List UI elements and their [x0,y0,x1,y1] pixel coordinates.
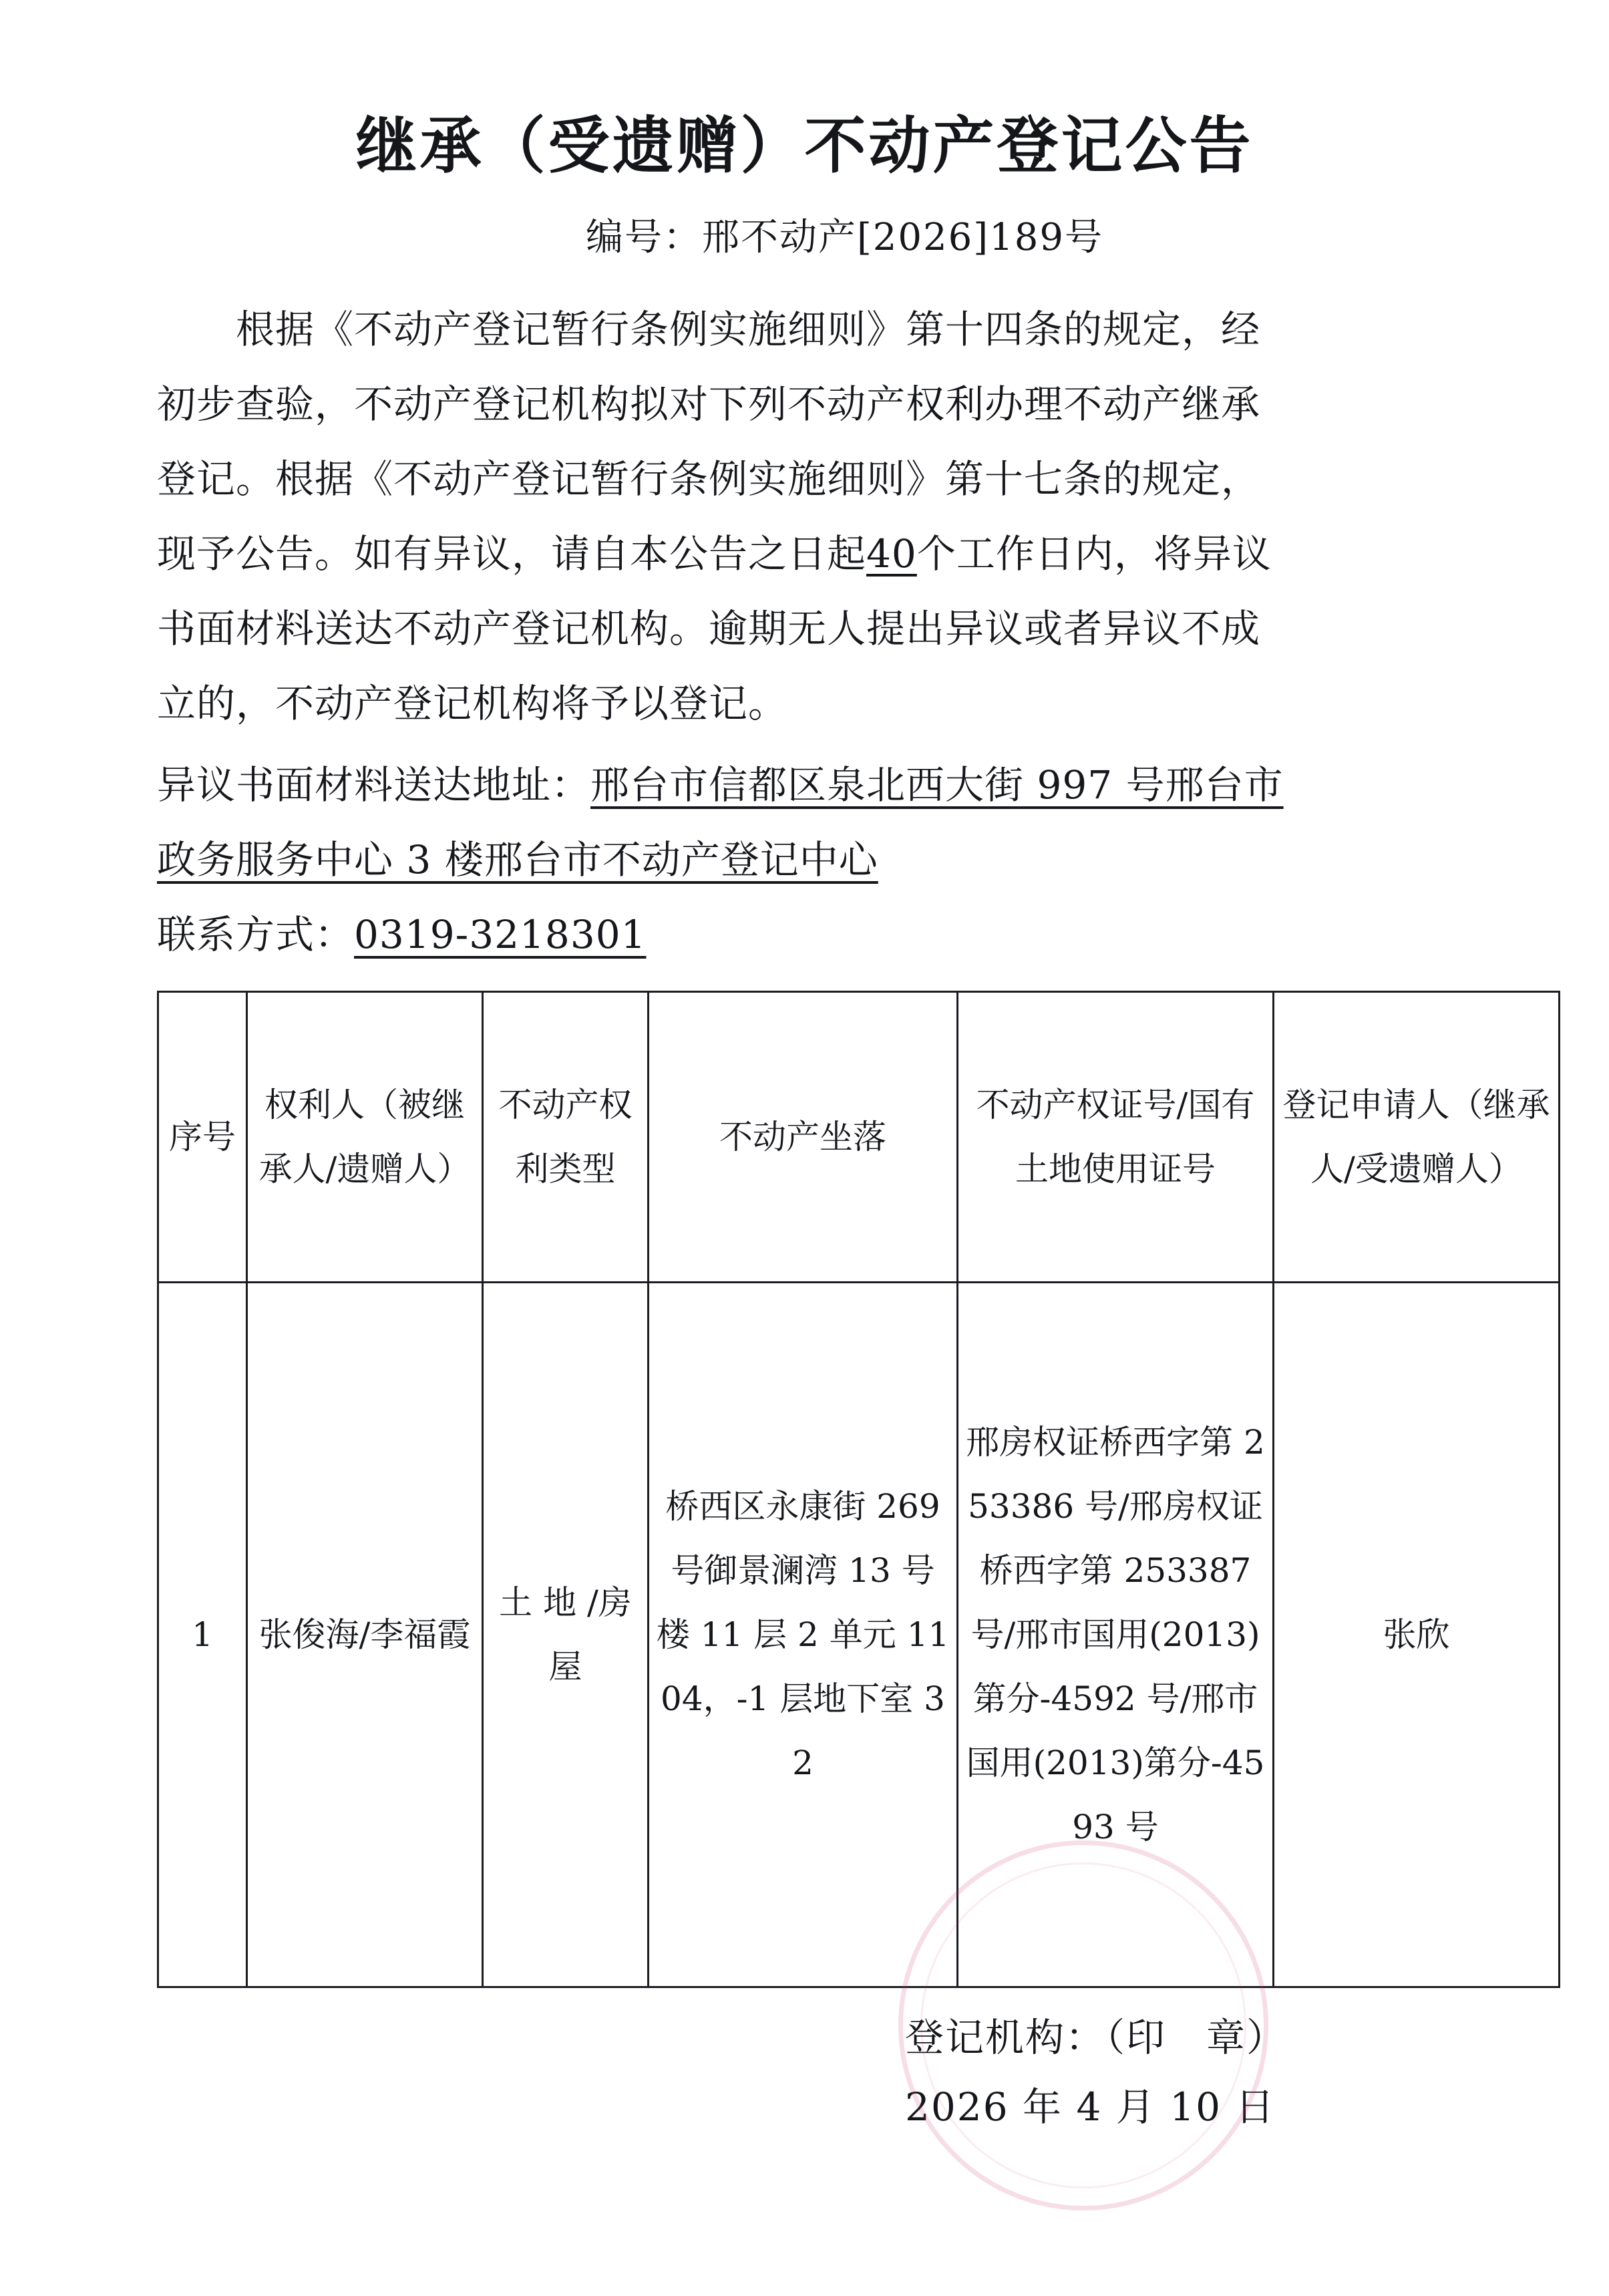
phone-value: 0319-3218301 [354,912,647,958]
cell-owner: 张俊海/李福霞 [247,1283,483,1987]
address-label: 异议书面材料送达地址： [157,762,591,808]
announcement-body [0,261,1609,741]
body-line-4a: 现予公告。如有异议，请自本公告之日起 [157,531,867,577]
body-line-4b: 个工作日内，将异议 [916,531,1272,577]
header-property-type: 不动产权利类型 [483,992,649,1283]
table-row [158,1283,1560,1987]
objection-days-value: 40 [866,531,917,577]
registration-table [157,991,1560,1988]
document-number: 编号：邢不动产[2026]189号 [585,216,1104,260]
cell-applicant: 张欣 [1274,1283,1560,1987]
registration-agency: 登记机构：（印 章） [905,2015,1287,2061]
body-line-5: 书面材料送达不动产登记机构。逾期无人提出异议或者异议不成 [157,606,1261,652]
cell-location: 桥西区永康街 269 号御景澜湾 13 号楼 11 层 2 单元 1104，-1 层地下室 32 [649,1283,958,1987]
phone-label: 联系方式： [157,912,355,958]
address-value-2: 政务服务中心 3 楼邢台市不动产登记中心 [157,837,878,883]
header-applicant: 登记申请人（继承人/受遗赠人） [1274,992,1560,1283]
phone-line [157,897,1502,972]
cell-index: 1 [158,1283,247,1987]
header-index: 序号 [158,992,247,1283]
header-certificate: 不动产权证号/国有土地使用证号 [958,992,1274,1283]
table-header-row [158,992,1560,1283]
cell-certificate: 邢房权证桥西字第 253386 号/邢房权证桥西字第 253387 号/邢市国用(2013)第分-4592 号/邢市国用(2013)第分-4593 号 [958,1283,1274,1987]
footer-block [0,1988,1609,2142]
header-owner: 权利人（被继承人/遗赠人） [247,992,483,1283]
registration-table-wrapper [0,972,1609,1988]
body-line-1: 根据《不动产登记暂行条例实施细则》第十四条的规定，经 [236,307,1261,353]
contact-block [0,741,1609,972]
body-line-2: 初步查验，不动产登记机构拟对下列不动产权利办理不动产继承 [157,381,1261,428]
issue-date: 2026 年 4 月 10 日 [905,2084,1276,2130]
header-location: 不动产坐落 [649,992,958,1283]
address-value-1: 邢台市信都区泉北西大街 997 号邢台市 [590,762,1284,808]
address-line-1 [157,748,1502,822]
body-line-3: 登记。根据《不动产登记暂行条例实施细则》第十七条的规定， [157,456,1261,502]
page-title: 继承（受遗赠）不动产登记公告 [355,110,1254,182]
body-line-6: 立的，不动产登记机构将予以登记。 [157,681,788,727]
body-line-4 [157,516,1475,591]
cell-property-type: 土 地 /房屋 [483,1283,649,1987]
address-line-2 [157,822,1502,897]
